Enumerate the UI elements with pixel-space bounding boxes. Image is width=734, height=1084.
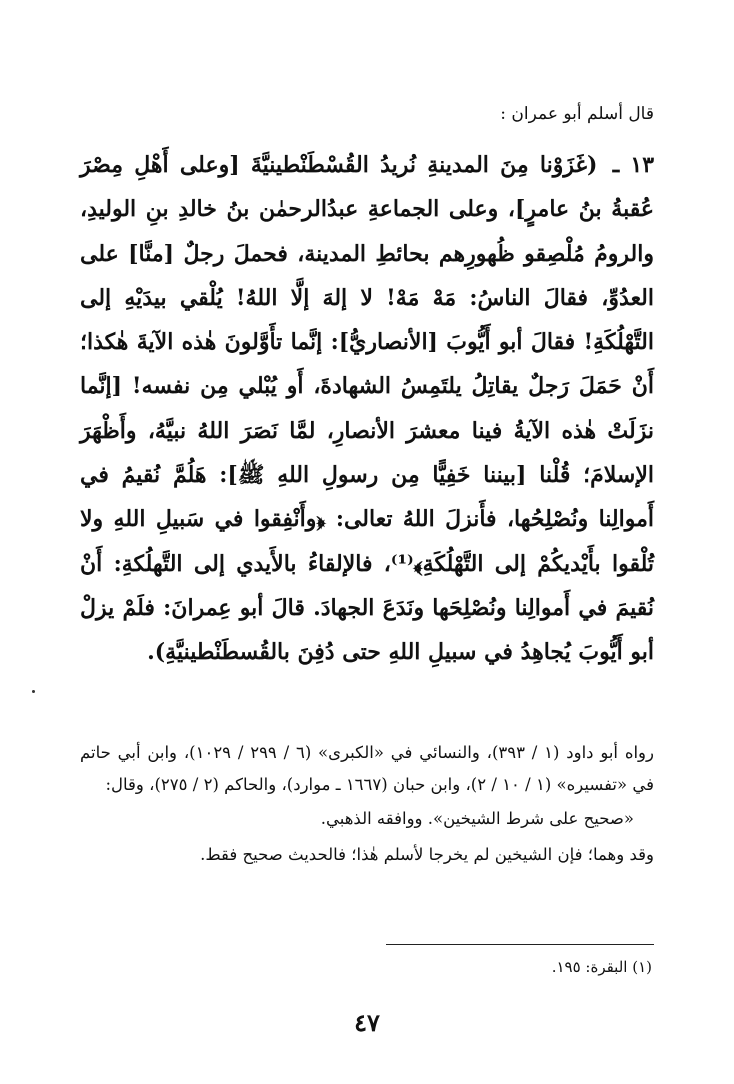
hadith-text: (غَزَوْنا مِنَ المدينةِ نُريدُ القُسْطَنْطينيَّةَ [وعلى أَهْلِ مِصْرَ عُقبةُ بنُ عامرٍ]، وعلى الجماعةِ عبدُالرحمٰن بنُ خالدِ بنِ الوليدِ، والرومُ مُلْصِقو ظُهورِهم بحائطِ المدينة، فحملَ رجلٌ [منَّا] على العدُوِّ، فقالَ الناسُ: مَهْ مَهْ! لا إلهَ إلَّا اللهُ! يُلْقي بيدَيْهِ إلى التَّهْلُكَةِ! فقالَ أبو أَيُّوبَ [الأنصاريُّ]: إنَّما تأَوَّلونَ هٰذه الآيةَ هٰكذا؛ أَنْ حَمَلَ رَجلٌ يقاتِلُ يلتَمِسُ الشهادةَ، أَو يُبْلي مِن نفسه! [إنَّما نزَلَتْ هٰذه الآيةُ فينا معشرَ الأنصارِ، لمَّا نَصَرَ اللهُ نبيَّهُ، وأَظْهَرَ الإسلامَ؛ قُلْنا [بيننا خَفِيًّا مِن رسولِ اللهِ ﷺ]: هَلُمَّ نُقيمُ في أَموالِنا ونُصْلِحُها، فأَنزلَ اللهُ تعالى: ﴿وأَنْفِقوا في سَبيلِ اللهِ ولا تُلْقوا بأَيْديكُمْ إلى التَّهْلُكَةِ﴾⁽¹⁾، فالإلقاءُ بالأَيدي إلى التَّهلُكةِ: أَنْ نُقيمَ في أَموالِنا ونُصْلِحَها ونَدَعَ الجهادَ. قالَ أبو عِمرانَ: فلَمْ يزلْ أبو أَيُّوبَ يُجاهِدُ في سبيلِ اللهِ حتى دُفِنَ بالقُسطَنْطينيَّةِ). [80,152,654,666]
takhrij-sources: رواه أبو داود (١ / ٣٩٣)، والنسائي في «الكبرى» (٦ / ٢٩٩ / ١٠٢٩)، وابن أبي حاتم في «تفسيره» (١ / ١٠ / ٢)، وابن حبان (١٦٦٧ ـ موارد)، والحاكم (٢ / ٢٧٥)، وقال: [80,743,654,794]
scan-speck [32,690,35,693]
takhrij-note: وقد وهما؛ فإن الشيخين لم يخرجا لأسلم هٰذا؛ فالحديث صحيح فقط. [200,845,654,864]
intro-line: قال أسلم أبو عمران : [500,104,654,124]
hadith-number: ١٣ ـ [612,152,655,178]
takhrij-block [80,737,654,871]
page-number: ٤٧ [354,1008,380,1037]
takhrij-quote: «صحيح على شرط الشيخين». ووافقه الذهبي. [320,809,634,828]
hadith-paragraph [80,143,654,675]
footnote-separator [386,944,654,945]
footnote: (١) البقرة: ١٩٥. [551,958,652,976]
